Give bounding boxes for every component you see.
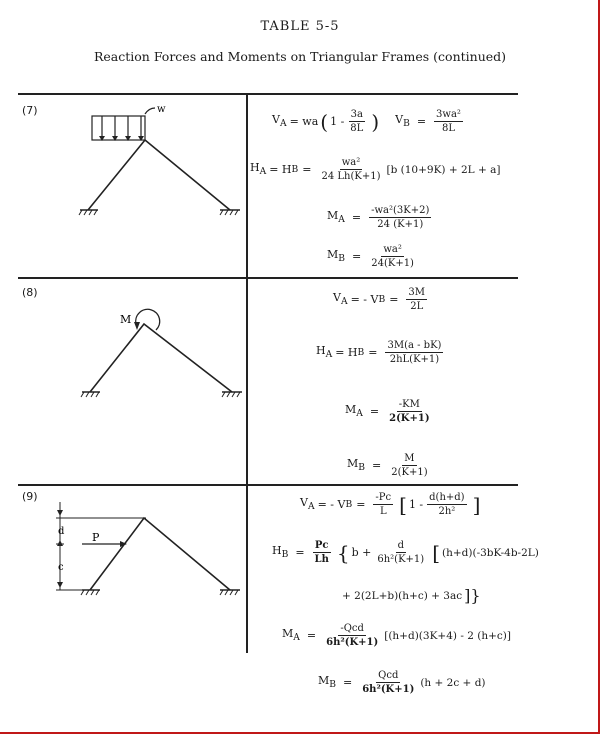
frame-diagram-case-7 xyxy=(70,100,250,230)
equation-ha-hb: $H_A$ = H B = $\frac{3M(a - bK)}{2hL(K+1)}$ xyxy=(316,340,442,365)
c-label: c xyxy=(58,562,64,573)
table-title: TABLE 5-5 xyxy=(260,19,340,34)
frame-diagram-case-8 xyxy=(78,300,248,410)
equation-va-vb: $V_A$ = wa ( 1 - $\frac{3a}{8L}$ ) $V_B$ = $\frac{\text{3wa²}}{8L}$ xyxy=(272,109,461,134)
equation-hb: $H_B$ = $\frac{Pc}{Lh}$ { b + $\frac{d}{\text{6h²(K+1)}}$ [ (h+d)(-3bK-4b-2L) xyxy=(272,540,539,565)
table-subtitle: Reaction Forces and Moments on Triangular Frames (continued) xyxy=(93,49,507,64)
equation-ma: $M_A$ = $\frac{\text{-Qcd}}{\text{6h²(K+1)}}$ [(h+d)(3K+4) - 2 (h+c)] xyxy=(282,623,511,648)
equation-mb: $M_B$ = $\frac{\text{Qcd}}{\text{6h²(K+1)}}$ (h + 2c + d) xyxy=(318,670,486,695)
frame-diagram-case-9 xyxy=(48,498,248,608)
equation-mb: $M_B$ = $\frac{M}{2(K+1)}$ xyxy=(347,453,428,478)
equation-va-vb: $V_A$ = - V B = $\frac{-Pc}{L}$ [ 1 - $\frac{d(h+d)}{\text{2h²}}$ ] xyxy=(300,492,481,517)
equation-hb-continued: + 2(2L+b)(h+c) + 3ac ]} xyxy=(342,586,481,605)
row-divider-8-9 xyxy=(18,484,518,486)
equation-ma: $M_A$ = $\frac{\text{-wa²(3K+2)}}{24 (K+1)}$ xyxy=(327,205,430,230)
d-label: d xyxy=(58,526,65,537)
case-label: (7) xyxy=(22,104,38,117)
equation-ha-hb: $H_A$ = H B = $\frac{\text{wa²}}{24 Lh(K+1)}$ [b (10+9K) + 2L + a] xyxy=(250,157,501,182)
table-top-rule xyxy=(18,93,518,95)
equation-va-vb: $V_A$ = - V B = $\frac{3M}{2L}$ xyxy=(333,287,426,312)
p-label: P xyxy=(92,531,100,544)
equation-mb: $M_B$ = $\frac{\text{wa²}}{24(K+1)}$ xyxy=(327,244,414,269)
va-symbol: $V_A$ xyxy=(272,113,287,130)
moment-label: M xyxy=(120,313,132,326)
case-label: (9) xyxy=(22,490,38,503)
load-label: w xyxy=(157,104,166,115)
row-divider-7-8 xyxy=(18,277,518,279)
equation-ma: $M_A$ = $\frac{-KM}{2(K+1)}$ xyxy=(345,399,430,424)
case-label: (8) xyxy=(22,286,38,299)
